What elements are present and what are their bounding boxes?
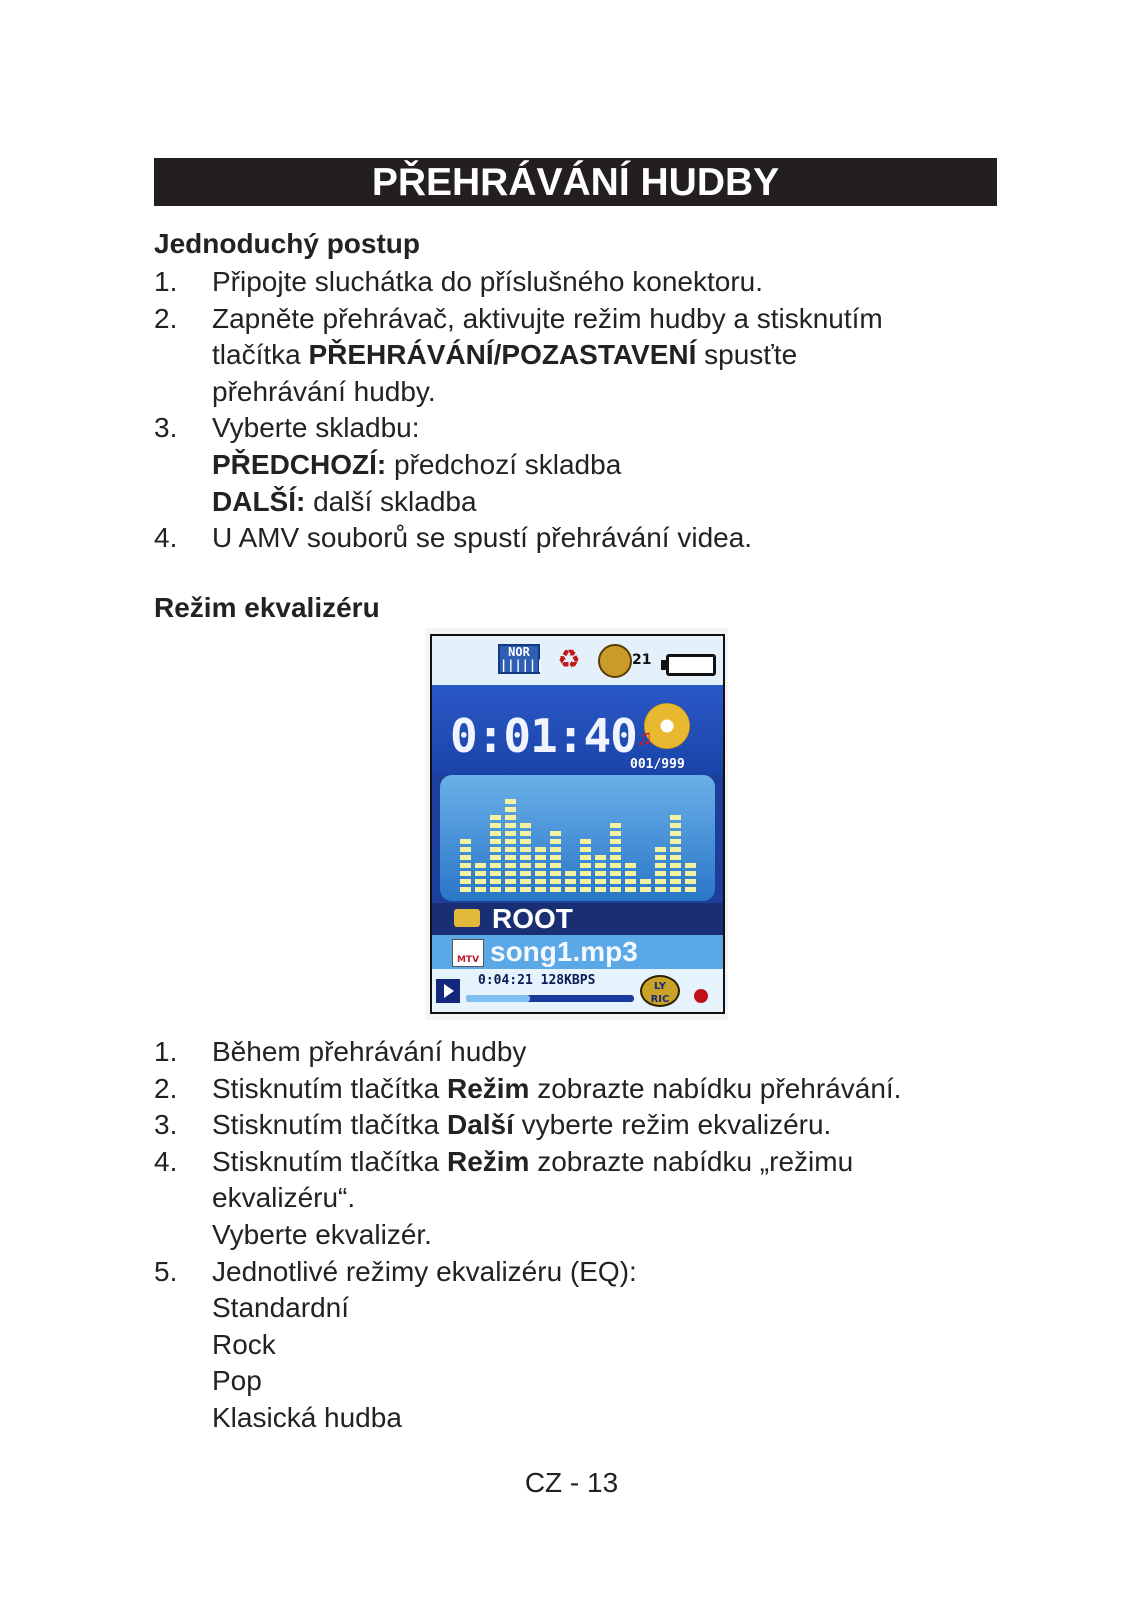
spectrum-segment — [505, 887, 516, 892]
spectrum-segment — [670, 815, 681, 820]
spectrum-segment — [460, 887, 471, 892]
folder-row — [432, 903, 723, 935]
spectrum-segment — [535, 879, 546, 884]
spectrum-segment — [670, 823, 681, 828]
button-name: DALŠÍ: — [212, 485, 306, 517]
battery-icon — [666, 654, 716, 676]
spectrum-segment — [505, 831, 516, 836]
list-text: ekvalizéru“. — [212, 1182, 356, 1214]
spectrum-segment — [535, 863, 546, 868]
spectrum-segment — [685, 863, 696, 868]
spectrum-segment — [655, 887, 666, 892]
spectrum-segment — [655, 863, 666, 868]
spectrum-segment — [505, 855, 516, 860]
volume-level: 21 — [632, 652, 652, 668]
spectrum-segment — [685, 887, 696, 892]
spectrum-segment — [610, 839, 621, 844]
spectrum-segment — [610, 871, 621, 876]
list-number: 4. — [154, 522, 178, 554]
player-screen-image — [425, 628, 728, 1020]
spectrum-segment — [475, 871, 486, 876]
spectrum-segment — [610, 887, 621, 892]
spectrum-segment — [535, 871, 546, 876]
mtv-icon: MTV — [452, 939, 484, 967]
folder-icon — [454, 909, 480, 927]
list-text: Stisknutím tlačítka Režim zobrazte nabídku přehrávání. — [212, 1072, 902, 1104]
list-number: 5. — [154, 1255, 178, 1287]
spectrum-segment — [625, 871, 636, 876]
spectrum-segment — [610, 831, 621, 836]
spectrum-segment — [580, 855, 591, 860]
spectrum-segment — [595, 887, 606, 892]
spectrum-segment — [535, 847, 546, 852]
spectrum-segment — [490, 839, 501, 844]
spectrum-segment — [610, 863, 621, 868]
spectrum-segment — [475, 879, 486, 884]
duration-bitrate: 0:04:21 128KBPS — [478, 973, 596, 988]
button-name: Režim — [446, 1145, 530, 1177]
repeat-icon: ♻ — [557, 644, 581, 674]
list-text: Vyberte ekvalizér. — [212, 1218, 432, 1250]
spectrum-segment — [490, 847, 501, 852]
folder-name: ROOT — [492, 903, 573, 934]
spectrum-segment — [505, 823, 516, 828]
spectrum-segment — [490, 879, 501, 884]
list-item — [154, 1107, 1014, 1144]
spectrum-segment — [610, 823, 621, 828]
spectrum-segment — [550, 871, 561, 876]
spectrum-segment — [580, 871, 591, 876]
spectrum-segment — [625, 879, 636, 884]
section-heading-simple-procedure: Jednoduchý postup — [154, 228, 420, 259]
list-text: Stisknutím tlačítka Režim zobrazte nabídku „režimu — [212, 1145, 854, 1177]
spectrum-segment — [520, 855, 531, 860]
spectrum-segment — [670, 887, 681, 892]
spectrum-segment — [505, 879, 516, 884]
page-title: PŘEHRÁVÁNÍ HUDBY — [154, 158, 997, 206]
time-panel — [432, 685, 723, 775]
spectrum-segment — [460, 879, 471, 884]
spectrum-segment — [655, 879, 666, 884]
list-text: Připojte sluchátka do příslušného konektoru. — [212, 266, 763, 297]
volume-icon — [598, 644, 632, 678]
spectrum-segment — [670, 879, 681, 884]
eq-mode: Klasická hudba — [212, 1401, 402, 1433]
button-name: PŘEDCHOZÍ: — [212, 448, 387, 480]
list-number: 3. — [154, 412, 178, 444]
list-item — [154, 520, 1014, 557]
music-note-icon: ♫ — [636, 725, 653, 750]
progress-fill — [466, 995, 530, 1002]
spectrum-segment — [580, 879, 591, 884]
spectrum-segment — [475, 863, 486, 868]
spectrum-segment — [595, 863, 606, 868]
list-text: Stisknutím tlačítka Další vyberte režim ekvalizéru. — [212, 1109, 832, 1141]
list-item — [154, 1071, 1014, 1108]
list-text: U AMV souborů se spustí přehrávání videa. — [212, 522, 753, 554]
spectrum-segment — [610, 879, 621, 884]
list-text: DALŠÍ: další skladba — [212, 485, 477, 517]
spectrum-segment — [520, 863, 531, 868]
spectrum-segment — [505, 863, 516, 868]
spectrum-segment — [580, 863, 591, 868]
list-item — [154, 1144, 1014, 1254]
spectrum-segment — [550, 863, 561, 868]
eq-mode: Pop — [212, 1365, 262, 1397]
list-text: tlačítka PŘEHRÁVÁNÍ/POZASTAVENÍ spusťte — [212, 339, 798, 371]
button-name: PŘEHRÁVÁNÍ/POZASTAVENÍ — [308, 339, 697, 371]
spectrum-segment — [625, 863, 636, 868]
section-heading-equalizer-mode: Režim ekvalizéru — [154, 592, 380, 623]
spectrum-segment — [610, 855, 621, 860]
spectrum-segment — [505, 871, 516, 876]
spectrum-segment — [580, 839, 591, 844]
spectrum-segment — [520, 871, 531, 876]
song-name: song1.mp3 — [490, 936, 638, 967]
list-text: Vyberte skladbu: — [212, 412, 420, 444]
button-name: Režim — [446, 1072, 530, 1104]
spectrum-segment — [520, 831, 531, 836]
spectrum-segment — [460, 871, 471, 876]
spectrum-segment — [655, 847, 666, 852]
song-row — [432, 935, 723, 969]
list-text: Jednotlivé režimy ekvalizéru (EQ): — [212, 1255, 637, 1287]
spectrum-segment — [640, 879, 651, 884]
list-text: Zapněte přehrávač, aktivujte režim hudby a stisknutím — [212, 302, 883, 334]
spectrum-segment — [490, 871, 501, 876]
status-bar — [432, 636, 723, 685]
spectrum-segment — [520, 839, 531, 844]
spectrum-segment — [520, 879, 531, 884]
list-item — [154, 1254, 1014, 1437]
spectrum-segment — [535, 887, 546, 892]
spectrum-segment — [640, 887, 651, 892]
spectrum-segment — [595, 879, 606, 884]
spectrum-segment — [490, 831, 501, 836]
spectrum-segment — [550, 831, 561, 836]
spectrum-segment — [670, 863, 681, 868]
page-number: CZ - 13 — [524, 1467, 619, 1498]
spectrum-segment — [490, 887, 501, 892]
spectrum-segment — [505, 815, 516, 820]
spectrum-segment — [685, 871, 696, 876]
spectrum-segment — [520, 887, 531, 892]
spectrum-segment — [460, 847, 471, 852]
eq-icon: NOR |||||| — [500, 645, 544, 672]
record-dot-icon — [694, 989, 708, 1003]
spectrum-segment — [670, 831, 681, 836]
spectrum-segment — [565, 879, 576, 884]
spectrum-segment — [565, 871, 576, 876]
spectrum-segment — [550, 847, 561, 852]
list-item — [154, 264, 1014, 301]
spectrum-segment — [655, 855, 666, 860]
eq-mode: Rock — [212, 1328, 276, 1360]
track-counter: 001/999 — [630, 757, 685, 772]
list-text: PŘEDCHOZÍ: předchozí skladba — [212, 448, 622, 480]
spectrum-segment — [685, 879, 696, 884]
procedure-list — [154, 264, 1014, 557]
spectrum-segment — [520, 847, 531, 852]
spectrum-segment — [625, 887, 636, 892]
elapsed-time: 0:01:40 — [450, 709, 637, 763]
eq-mode: Standardní — [212, 1292, 349, 1324]
list-text: přehrávání hudby. — [212, 375, 436, 407]
list-number: 3. — [154, 1109, 178, 1141]
spectrum-bars — [460, 781, 700, 893]
playback-bar — [432, 969, 723, 1012]
equalizer-list — [154, 1034, 1014, 1437]
list-text: Během přehrávání hudby — [212, 1036, 527, 1067]
spectrum-segment — [550, 879, 561, 884]
list-item — [154, 301, 1014, 411]
list-item — [154, 1034, 1014, 1071]
spectrum-segment — [580, 847, 591, 852]
spectrum-segment — [490, 823, 501, 828]
spectrum-segment — [505, 799, 516, 804]
progress-bar — [466, 995, 634, 1002]
spectrum-segment — [490, 815, 501, 820]
play-icon — [436, 979, 460, 1003]
list-number: 1. — [154, 266, 178, 297]
spectrum-segment — [520, 823, 531, 828]
button-name: Další — [446, 1109, 514, 1141]
spectrum-segment — [460, 855, 471, 860]
list-number: 1. — [154, 1036, 178, 1067]
list-number: 4. — [154, 1145, 178, 1177]
spectrum-segment — [595, 871, 606, 876]
spectrum-segment — [595, 855, 606, 860]
spectrum-segment — [535, 855, 546, 860]
spectrum-panel — [440, 775, 715, 901]
spectrum-segment — [460, 839, 471, 844]
spectrum-segment — [550, 839, 561, 844]
list-number: 2. — [154, 302, 178, 334]
list-number: 2. — [154, 1072, 178, 1104]
spectrum-segment — [490, 863, 501, 868]
spectrum-segment — [550, 887, 561, 892]
spectrum-segment — [565, 887, 576, 892]
spectrum-segment — [475, 887, 486, 892]
lcd-display — [430, 634, 725, 1014]
list-item — [154, 410, 1014, 520]
spectrum-segment — [505, 807, 516, 812]
lyric-icon: LY RIC — [640, 975, 680, 1007]
spectrum-segment — [655, 871, 666, 876]
spectrum-segment — [670, 871, 681, 876]
spectrum-segment — [460, 863, 471, 868]
spectrum-segment — [505, 839, 516, 844]
spectrum-segment — [490, 855, 501, 860]
spectrum-segment — [550, 855, 561, 860]
spectrum-segment — [580, 887, 591, 892]
spectrum-segment — [670, 839, 681, 844]
spectrum-segment — [670, 847, 681, 852]
spectrum-segment — [670, 855, 681, 860]
spectrum-segment — [610, 847, 621, 852]
spectrum-segment — [505, 847, 516, 852]
